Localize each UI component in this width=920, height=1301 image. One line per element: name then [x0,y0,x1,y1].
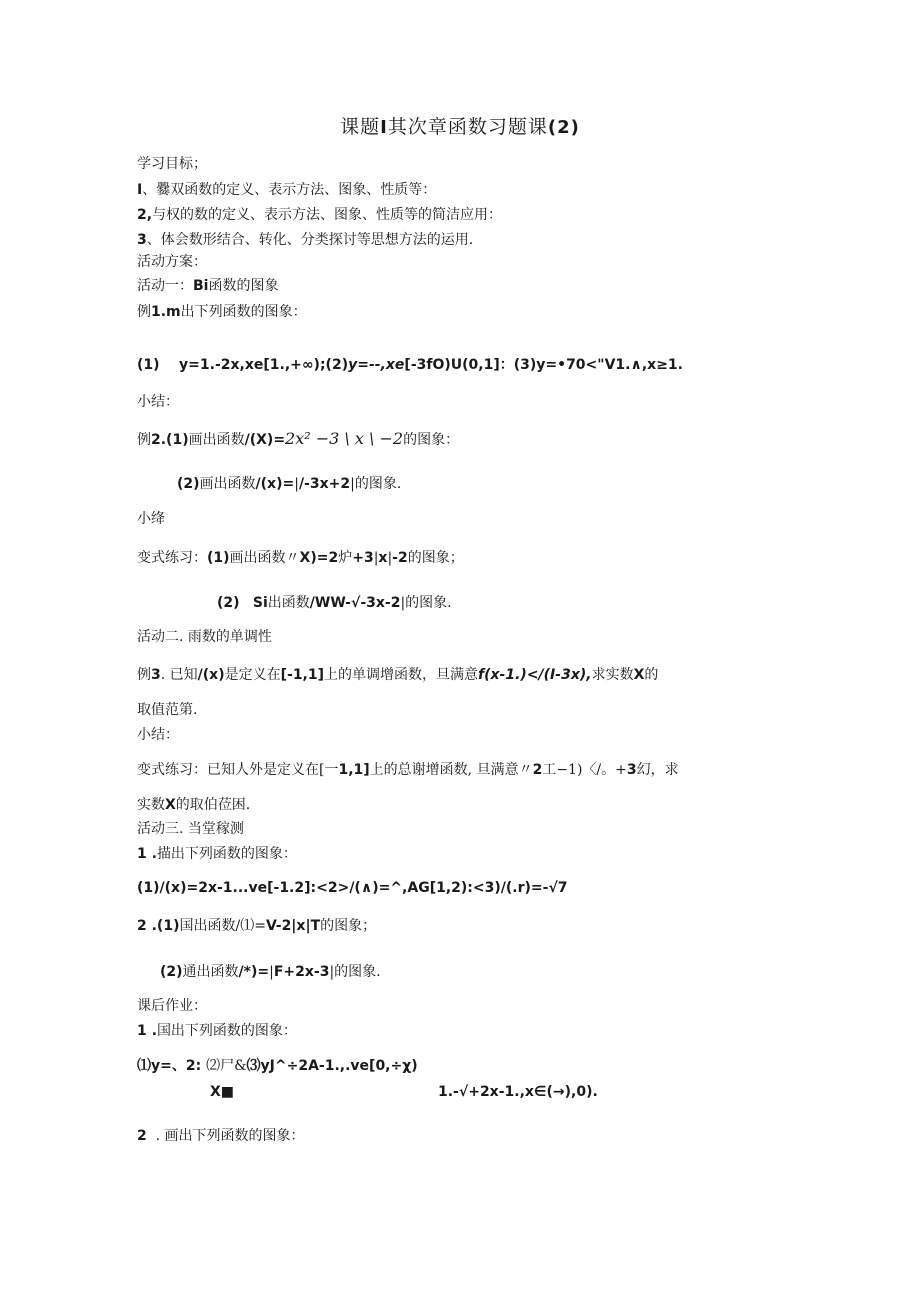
example-2: 例2.(1)画出函数/(X)=2x² −3 \ x \ −2的图象： [137,429,460,448]
example-2-part-2: (2)画出函数/(x)=|/-3x+2|的图象. [177,476,402,492]
goals-heading: 学习目标； [137,156,207,172]
page-title: 课题I其次章函数习题课(2) [340,116,580,138]
goal-1: I、爨双函数的定义、表示方法、图象、性质等： [137,182,437,198]
summary-2: 小绛 [137,511,165,527]
test-2: 2 .(1)国出函数/⑴=V-2|x|T的图象； [137,918,377,934]
activity-2-heading: 活动二. 雨数的单调性 [137,629,272,645]
example-1: 例1.m出下列函数的图象： [137,304,307,320]
homework-heading: 课后作业： [137,998,207,1014]
homework-1-formula: ⑴y=、2: ⑵尸&⑶yJ^÷2A-1.,.ve[0,÷χ) [137,1058,418,1074]
variant-exercise-2: 变式练习：已知人外是定义在[一1,1]上的总谢增函数, 旦满意〃2工−1)〈/。+3幻，求 [137,762,679,778]
goal-2: 2,与权的数的定义、表示方法、图象、性质等的简洁应用： [137,207,503,223]
plan-heading: 活动方案： [137,254,207,270]
variant-exercise-1: 变式练习：(1)画出函数〃X)=2炉+3|x|-2的图象； [137,550,464,566]
variant-exercise-2-continued: 实数X的取伯莅困. [137,797,251,813]
goal-3: 3、体会数形结合、转化、分类探讨等思想方法的运用. [137,232,474,248]
example-1-formula: (1) y=1.-2x,xe[1.,+∞);(2)y=--,xe[-3fO)U(0,1]：(3)y=•70<"V1.∧,x≥1. [137,357,683,373]
example-3-continued: 取值范第. [137,702,198,718]
homework-2: 2 . 画出下列函数的图象： [137,1128,305,1144]
homework-1-sub-right: 1.-√+2x-1.,x∈(→),0). [438,1084,598,1100]
test-2-part-2: (2)通出函数/*)=|F+2x-3|的图象. [160,964,381,980]
example-3: 例3. 已知/(x)是定义在[-1,1]上的单调增函数，旦满意f(x-1.)</(I-3x),求实数X的 [137,667,659,683]
homework-1: 1 .国出下列函数的图象： [137,1023,297,1039]
summary-1: 小结： [137,394,179,410]
summary-3: 小结： [137,727,179,743]
variant-exercise-1-part-2: (2) Si出函数/WW-√-3x-2|的图象. [217,595,452,611]
test-1: 1 .描出下列函数的图象： [137,846,297,862]
homework-1-sub-left: X■ [210,1084,235,1100]
test-1-formula: (1)/(x)=2x-1...ve[-1.2]:<2>/(∧)=^,AG[1,2):<3)/(.r)=-√7 [137,880,568,896]
activity-3-heading: 活动三. 当堂稼测 [137,821,244,837]
activity-1-heading: 活动一：Bi函数的图象 [137,278,279,294]
